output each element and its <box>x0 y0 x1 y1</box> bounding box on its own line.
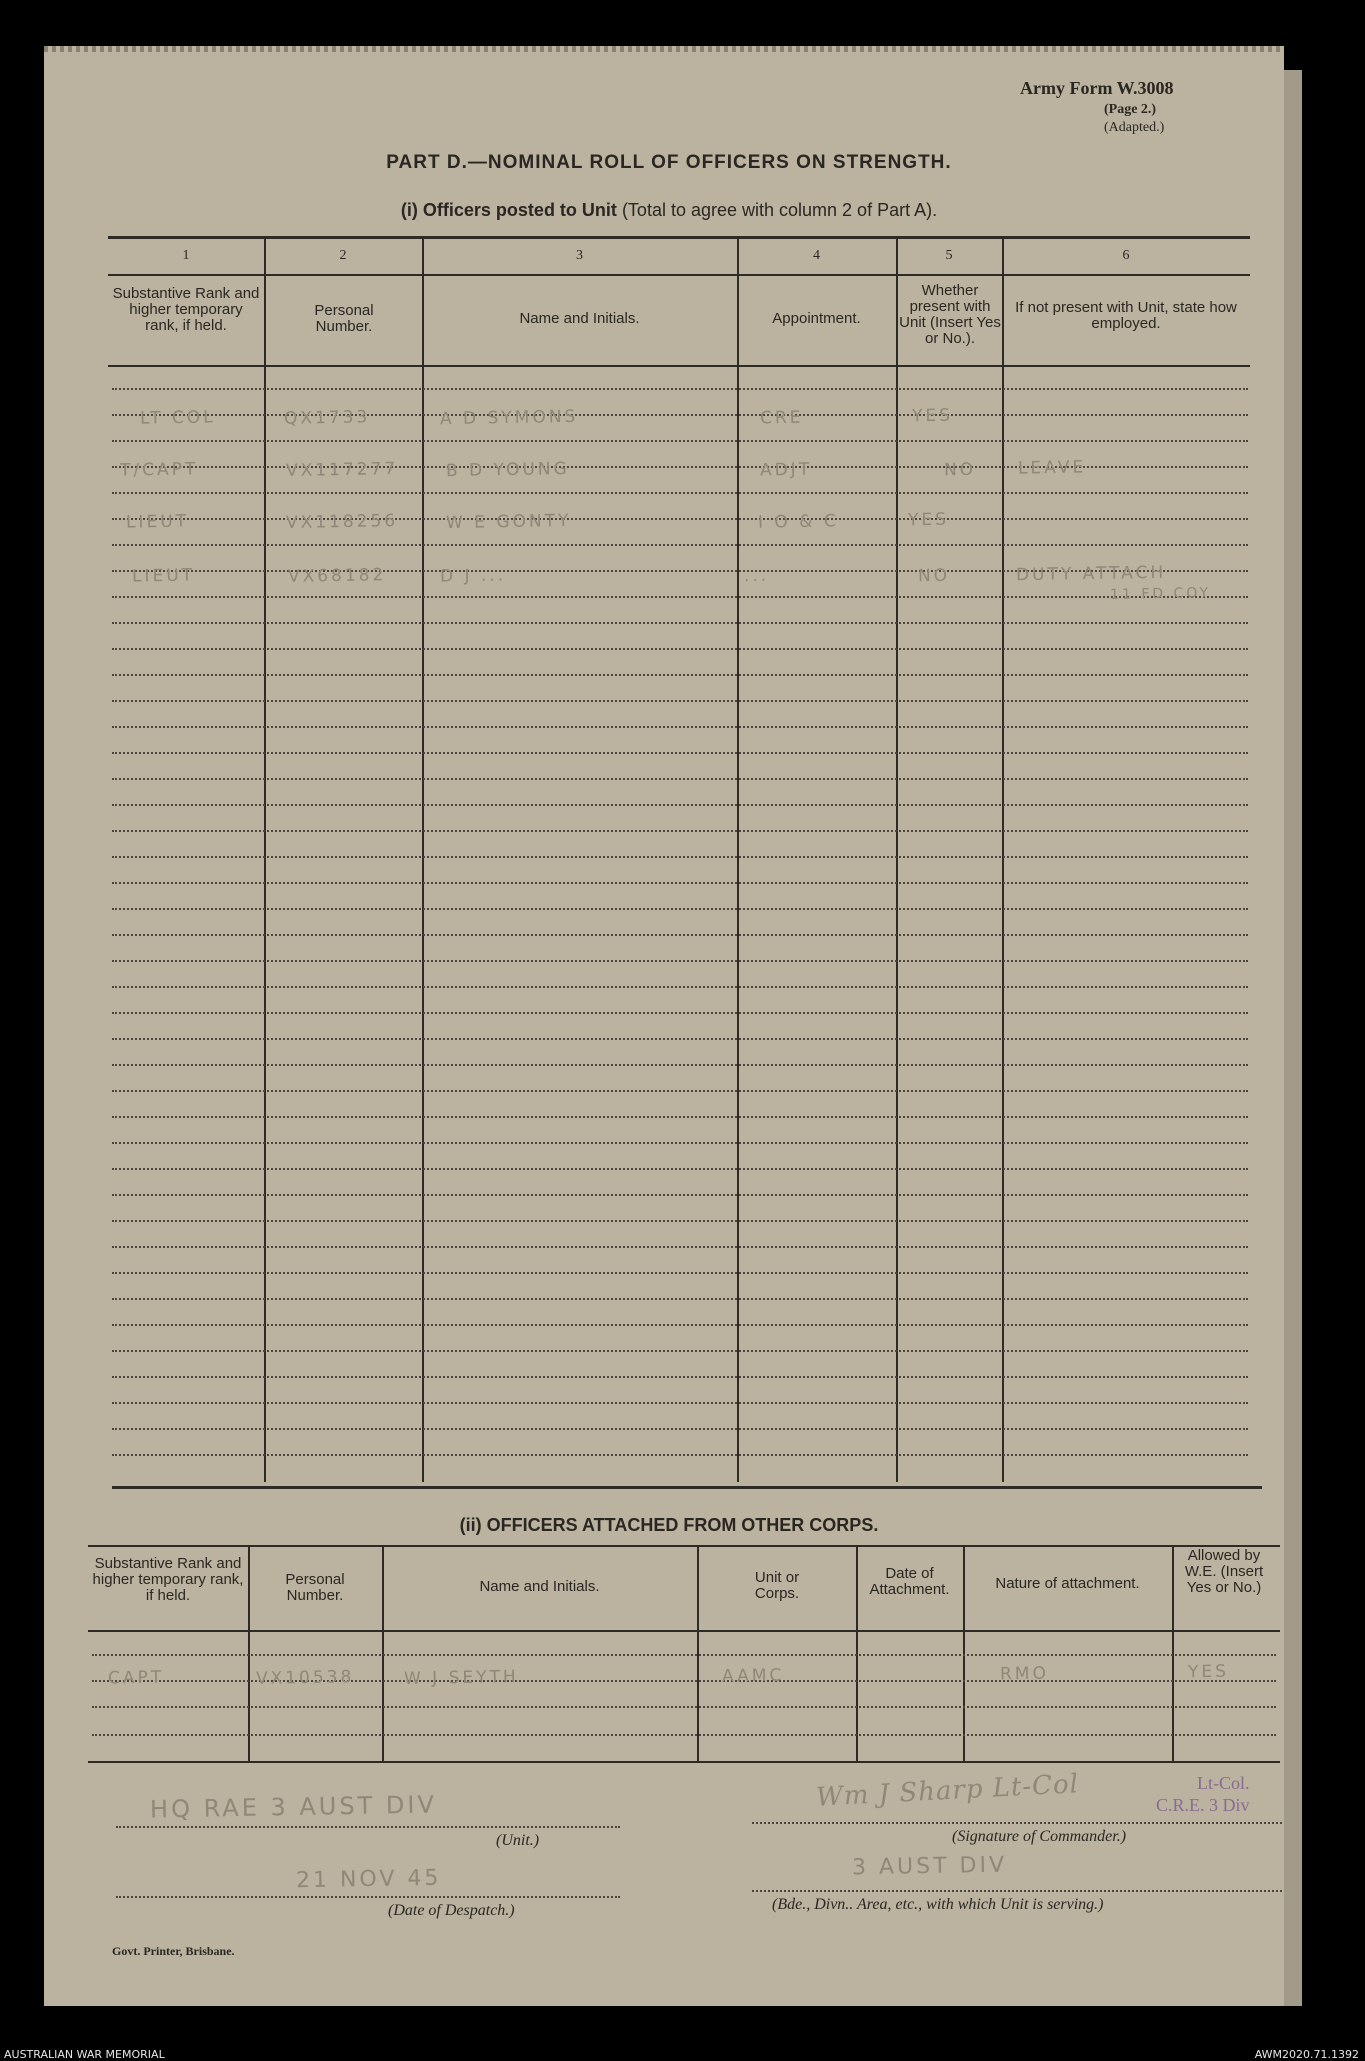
form-title: PART D.—NOMINAL ROLL OF OFFICERS ON STRENGTH. <box>386 152 952 173</box>
table1-ruled-line <box>112 1116 1248 1118</box>
table1-ruled-line <box>112 440 1248 442</box>
table1-header-employed: If not present with Unit, state how employed. <box>1015 299 1237 332</box>
section1-heading <box>0 200 1338 221</box>
date-line <box>116 1896 620 1898</box>
table1-header-number: Personal Number. <box>314 302 374 335</box>
row3-name: W E GONTY <box>445 510 572 534</box>
archive-caption-right: AWM2020.71.1392 <box>1254 2048 1359 2061</box>
date-value: 21 NOV 45 <box>295 1865 442 1894</box>
row4-present: NO <box>917 565 951 587</box>
table1-ruled-line <box>112 1168 1248 1170</box>
table1-ruled-line <box>112 856 1248 858</box>
table1-colnum-1: 1 <box>182 248 190 263</box>
row3-rank: LIEUT <box>125 511 190 533</box>
unit-value: HQ RAE 3 AUST DIV <box>149 1790 438 1824</box>
t2-row1-unit: AAMC <box>721 1665 785 1687</box>
table1-ruled-line <box>112 752 1248 754</box>
table1-colnum-2: 2 <box>339 248 347 263</box>
table1-ruled-line <box>112 492 1248 494</box>
signature-value: Wm J Sharp Lt-Col <box>815 1769 1080 1813</box>
section2-heading: (ii) OFFICERS ATTACHED FROM OTHER CORPS. <box>459 1515 879 1535</box>
row4-number: VX68182 <box>287 565 387 587</box>
row4-rank: LIEUT <box>131 565 196 587</box>
table1-ruled-line <box>112 1012 1248 1014</box>
table1-ruled-line <box>112 1376 1248 1378</box>
table1-ruled-line <box>112 674 1248 676</box>
printer-imprint: Govt. Printer, Brisbane. <box>112 1944 235 1958</box>
underlying-sheet-edge <box>1284 70 1302 2006</box>
table2-ruled-line <box>92 1706 1276 1708</box>
table1-ruled-line <box>112 1428 1248 1430</box>
commander-stamp: Lt-Col. C.R.E. 3 Div <box>1156 1773 1250 1815</box>
table1-ruled-line <box>112 1402 1248 1404</box>
table2-header-rank: Substantive Rank and higher temporary rank, if held. <box>92 1555 244 1604</box>
table1-ruled-line <box>112 700 1248 702</box>
form-page: (Page 2.) <box>1104 102 1157 117</box>
section1-rest: (Total to agree with column 2 of Part A). <box>621 200 938 220</box>
row2-rank: T/CAPT <box>119 459 199 481</box>
table1-ruled-line <box>112 1246 1248 1248</box>
bde-line <box>752 1890 1282 1892</box>
bde-value: 3 AUST DIV <box>851 1852 1008 1881</box>
t2-row1-nature: RMO <box>999 1663 1050 1685</box>
date-label: (Date of Despatch.) <box>388 1902 515 1919</box>
table1-ruled-line <box>112 518 1248 520</box>
table1-header-rank: Substantive Rank and higher temporary rank, if held. <box>112 285 260 334</box>
table2-header-date: Date of Attachment. <box>869 1565 950 1598</box>
row4-appointment: ... <box>743 565 770 587</box>
table1-ruled-line <box>112 1324 1248 1326</box>
table1-ruled-line <box>112 544 1248 546</box>
bde-label: (Bde., Divn.. Area, etc., with which Unit is serving.) <box>772 1896 1104 1913</box>
row3-appointment: I O & C <box>757 511 839 533</box>
row2-name: B D YOUNG <box>445 458 570 482</box>
table1-ruled-line <box>112 1272 1248 1274</box>
table1-ruled-line <box>112 934 1248 936</box>
table2-header-unit: Unit or Corps. <box>754 1569 800 1602</box>
section1-bold: Officers posted to Unit <box>422 200 617 220</box>
table1-ruled-line <box>112 1220 1248 1222</box>
table1-ruled-line <box>112 414 1248 416</box>
table1-colnum-6: 6 <box>1122 248 1130 263</box>
table1-ruled-line <box>112 1454 1248 1456</box>
table1-ruled-line <box>112 1194 1248 1196</box>
table2-header-name: Name and Initials. <box>479 1578 600 1595</box>
table1-ruled-line <box>112 726 1248 728</box>
table1-ruled-line <box>112 830 1248 832</box>
row2-appointment: ADJT <box>759 459 813 481</box>
table1-ruled-line <box>112 648 1248 650</box>
table1-ruled-line <box>112 1298 1248 1300</box>
table1-ruled-line <box>112 622 1248 624</box>
row2-employed: LEAVE <box>1017 457 1087 479</box>
signature-label: (Signature of Commander.) <box>952 1828 1127 1845</box>
row4-employed: DUTY ATTACH <box>1015 562 1167 586</box>
archive-caption-left: AUSTRALIAN WAR MEMORIAL <box>4 2048 165 2061</box>
form-number: Army Form W.3008 <box>1020 78 1174 98</box>
table1-header-present: Whether present with Unit (Insert Yes or No.). <box>899 282 1001 347</box>
table1-ruled-line <box>112 804 1248 806</box>
table1-ruled-line <box>112 1038 1248 1040</box>
table1-ruled-line <box>112 388 1248 390</box>
signature-line <box>752 1822 1282 1824</box>
table1-ruled-line <box>112 960 1248 962</box>
unit-label: (Unit.) <box>496 1832 540 1849</box>
unit-line <box>116 1826 620 1828</box>
row4-name: D J ... <box>439 565 507 587</box>
table1-ruled-line <box>112 986 1248 988</box>
row1-number: QX1733 <box>283 407 371 429</box>
table2-header-allowed: Allowed by W.E. (Insert Yes or No.) <box>1184 1547 1264 1596</box>
table1-colnum-3: 3 <box>576 248 583 263</box>
table1-ruled-line <box>112 1090 1248 1092</box>
table1-ruled-line <box>112 1064 1248 1066</box>
table1-ruled-line <box>112 908 1248 910</box>
row3-present: YES <box>907 509 950 531</box>
row2-number: VX117277 <box>285 459 399 481</box>
table1-colnum-5: 5 <box>945 248 953 263</box>
table2-ruled-line <box>92 1734 1276 1736</box>
table1-ruled-line <box>112 596 1248 598</box>
table1-header-name: Name and Initials. <box>519 310 640 327</box>
table1-colnum-4: 4 <box>813 248 820 263</box>
table1-header-appointment: Appointment. <box>772 310 861 327</box>
t2-row1-allowed: YES <box>1187 1661 1230 1683</box>
table1-ruled-line <box>112 1350 1248 1352</box>
form-sheet <box>44 46 1284 2006</box>
table1-ruled-line <box>112 882 1248 884</box>
row1-name: A D SYMONS <box>439 406 579 430</box>
table1-ruled-line <box>112 1142 1248 1144</box>
table2-ruled-line <box>92 1654 1276 1656</box>
t2-row1-name: W J SEYTH <box>403 1667 519 1689</box>
row2-present: NO <box>943 459 977 481</box>
row3-number: VX118256 <box>285 511 399 533</box>
row1-rank: LT COL <box>139 407 216 429</box>
table2-header-number: Personal Number. <box>285 1571 345 1604</box>
t2-row1-rank: CAPT <box>107 1667 165 1689</box>
table1-ruled-line <box>112 778 1248 780</box>
row1-appointment: CRE <box>759 407 804 429</box>
table2-header-nature: Nature of attachment. <box>995 1575 1140 1592</box>
t2-row1-number: VX10538 <box>255 1667 355 1689</box>
row1-present: YES <box>911 405 954 427</box>
row5-employed: 11 FD COY <box>1109 585 1212 603</box>
section1-prefix: (i) <box>400 200 418 220</box>
form-adapted: (Adapted.) <box>1104 120 1165 135</box>
